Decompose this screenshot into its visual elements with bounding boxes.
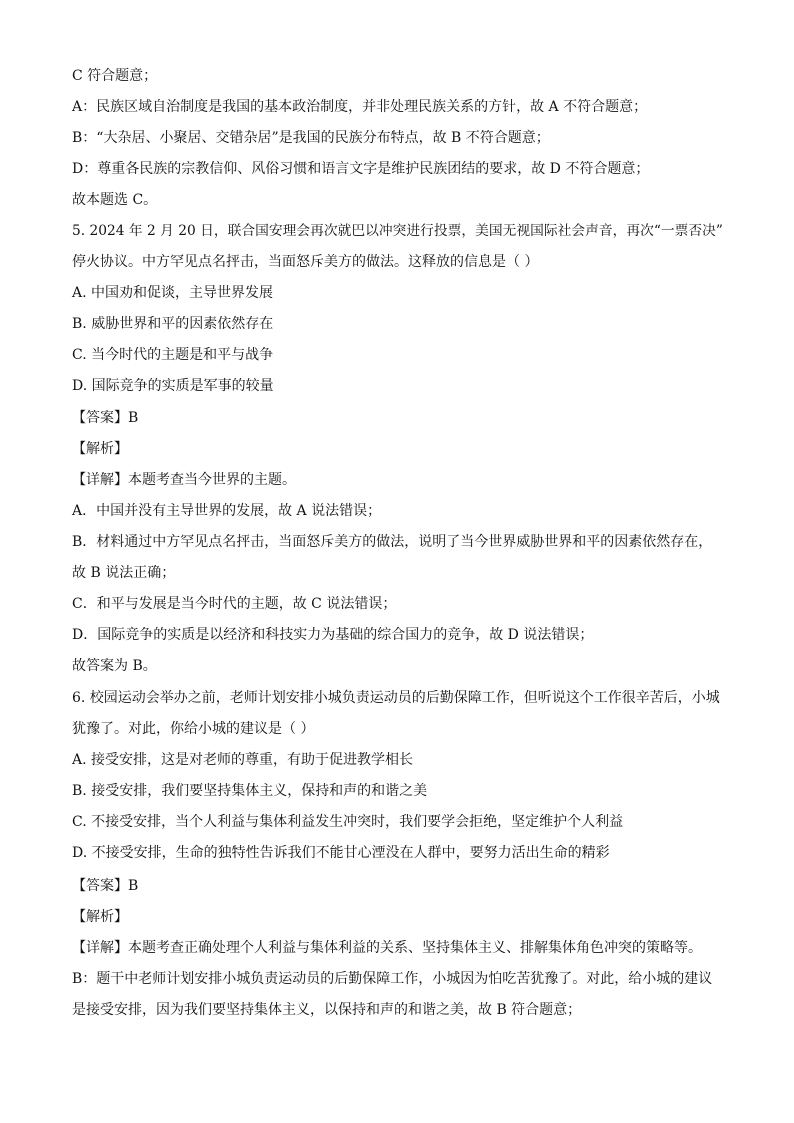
- option-d: D. 国际竞争的实质是军事的较量: [72, 378, 274, 394]
- question-6-stem: 犹豫了。对此，你给小城的建议是（ ）: [72, 721, 315, 737]
- text-line: D：尊重各民族的宗教信仰、风俗习惯和语言文字是维护民族团结的要求，故 D 不符合题意；: [72, 161, 650, 177]
- detail-line: C．和平与发展是当今时代的主题，故 C 说法错误；: [72, 596, 397, 612]
- answer-label: 【答案】B: [72, 410, 139, 426]
- question-6-stem: 6. 校园运动会举办之前，老师计划安排小城负责运动员的后勤保障工作，但听说这个工作很辛苦后，小城: [72, 690, 720, 706]
- option-a: A. 接受安排，这是对老师的尊重，有助于促进教学相长: [72, 752, 414, 768]
- answer-label: 【答案】B: [72, 878, 139, 894]
- analysis-label: 【解析】: [72, 909, 128, 925]
- option-b: B. 接受安排，我们要坚持集体主义，保持和声的和谐之美: [72, 783, 428, 799]
- detail-line: 是接受安排，因为我们要坚持集体主义，以保持和声的和谐之美，故 B 符合题意；: [72, 1002, 582, 1018]
- detail-line: A．中国并没有主导世界的发展，故 A 说法错误；: [72, 503, 382, 519]
- detail-line: B．材料通过中方罕见点名抨击，当面怒斥美方的做法，说明了当今世界威胁世界和平的因素依然存在，: [72, 534, 713, 550]
- question-5-stem: 5. 2024 年 2 月 20 日，联合国安理会再次就巴以冲突进行投票，美国无视国际社会声音，再次“一票否决”: [72, 223, 723, 239]
- option-c: C. 不接受安排，当个人利益与集体利益发生冲突时，我们要学会拒绝，坚定维护个人利益: [72, 814, 624, 830]
- detail-line: D．国际竞争的实质是以经济和科技实力为基础的综合国力的竞争，故 D 说法错误；: [72, 627, 594, 643]
- option-d: D. 不接受安排，生命的独特性告诉我们不能甘心湮没在人群中，要努力活出生命的精彩: [72, 845, 610, 861]
- text-line: B：“大杂居、小聚居、交错杂居”是我国的民族分布特点，故 B 不符合题意；: [72, 130, 550, 146]
- text-line: A：民族区域自治制度是我国的基本政治制度，并非处理民族关系的方针，故 A 不符合题意；: [72, 99, 648, 115]
- detail-line: 【详解】本题考查当今世界的主题。: [72, 472, 296, 488]
- detail-line: 故 B 说法正确；: [72, 565, 176, 581]
- question-5-stem: 停火协议。中方罕见点名抨击，当面怒斥美方的做法。这释放的信息是（ ）: [72, 254, 539, 270]
- analysis-label: 【解析】: [72, 441, 128, 457]
- option-a: A. 中国劝和促谈，主导世界发展: [72, 285, 274, 301]
- option-b: B. 威胁世界和平的因素依然存在: [72, 316, 274, 332]
- detail-line: B：题干中老师计划安排小城负责运动员的后勤保障工作，小城因为怕吃苦犹豫了。对此，给小城的建议: [72, 971, 713, 987]
- detail-line: 故答案为 B。: [72, 658, 157, 674]
- text-line: C 符合题意；: [72, 68, 158, 84]
- detail-line: 【详解】本题考查正确处理个人利益与集体利益的关系、坚持集体主义、排解集体角色冲突的策略等。: [72, 940, 702, 956]
- option-c: C. 当今时代的主题是和平与战争: [72, 347, 274, 363]
- text-line: 故本题选 C。: [72, 192, 158, 208]
